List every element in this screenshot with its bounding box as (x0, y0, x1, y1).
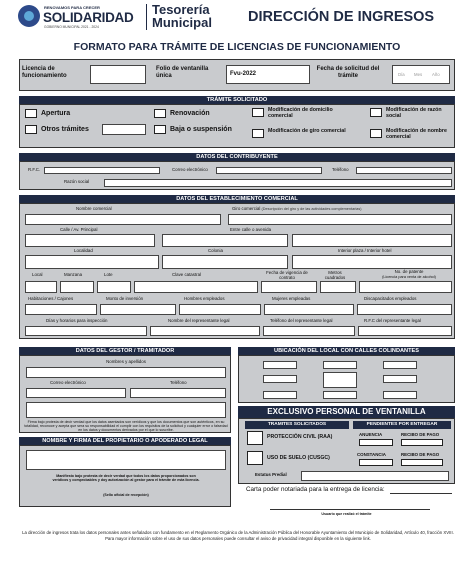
razon-input[interactable] (104, 179, 452, 187)
tel-rep-input[interactable] (263, 326, 355, 336)
fecha-anio: Año (432, 72, 440, 77)
form-title: FORMATO PARA TRÁMITE DE LICENCIAS DE FUNCIONAMIENTO (73, 41, 401, 53)
local-input[interactable] (25, 281, 57, 293)
colindante-top-center[interactable] (323, 361, 357, 369)
privacy-notice: La dirección de ingresos trata los datos personales antes señalados con fundamento en el Reglamento Orgánico de la Administración Pública del Honorable Ayuntamiento del Municipio de Solidaridad, Artículo 40, fracción XVIII. Para mayor información sobre el uso de sus datos personales puede consultar el aviso de privacidad integral disponible en la siguiente link. (22, 530, 454, 541)
top-fields-panel (19, 59, 455, 91)
mujeres-input[interactable] (264, 304, 354, 315)
gestor-nombres-input[interactable] (26, 367, 226, 378)
tel-rep-label: Teléfono del representante legal (270, 318, 333, 323)
giro-input[interactable] (228, 214, 452, 225)
logo-tagline: RENOVAMOS PARA CRECER (44, 5, 100, 10)
interior-input[interactable] (292, 255, 452, 269)
rfc-rep-label: R.F.C del representante legal (364, 318, 421, 323)
gestor-firma-note: Firma bajo protesta de decir verdad que los datos asentados son verídicos y que los documentos que son auténticos, en su totalidad, reconoce y acepta que sera su responsabilidad el cumplir con los requisitos de la solicitud y cualquier error o falsedad en los datos y documentos derivados por el que lo suscribe. (24, 420, 228, 433)
correo-label: Correo electrónico (172, 167, 208, 172)
giro-label-text: Giro comercial (232, 206, 261, 211)
apertura-label: Apertura (41, 110, 71, 117)
otros-input[interactable] (102, 124, 146, 135)
usuario-label: Usuario que realizó el trámite (321, 512, 372, 516)
gestor-correo-input[interactable] (26, 388, 126, 398)
mod-razon-label: Modificación de razón social (386, 107, 442, 119)
licencia-label: Licencia de funcionamiento (22, 66, 67, 79)
contribuyente-panel (19, 161, 455, 190)
folio-label: Folio de ventanilla única (156, 66, 209, 79)
establecimiento-section-header: DATOS DEL ESTABLECIMIENTO COMERCIAL (19, 195, 455, 203)
entre-label: Entre calle o avenida (230, 227, 272, 232)
gestor-section-header: DATOS DEL GESTOR / TRAMITADOR (19, 347, 231, 355)
gestor-correo-label: Correo electrónico (50, 380, 86, 385)
rfc-rep-input[interactable] (358, 326, 452, 336)
razon-label: Razón social (64, 179, 90, 184)
renovacion-checkbox[interactable] (154, 109, 166, 118)
mod-domicilio-label: Modificación de domicilio comercial (268, 107, 333, 119)
nombre-comercial-input[interactable] (25, 214, 221, 225)
dias-input[interactable] (25, 326, 147, 336)
rfc-input[interactable] (44, 167, 160, 174)
baja-checkbox[interactable] (154, 125, 166, 134)
mod-nombre-label: Modificación de nombre comercial (386, 128, 447, 140)
header-divider (146, 4, 147, 30)
metros-input[interactable] (320, 281, 356, 293)
colindante-bot-center[interactable] (323, 391, 357, 399)
colindante-bot-right[interactable] (383, 391, 417, 399)
tesoreria-line-2: Municipal (152, 15, 212, 30)
patente-hint: (Licencia para venta de alcohol) (382, 274, 436, 279)
tesoreria-line-1: Tesorería (152, 2, 210, 17)
nombre-comercial-label: Nombre comercial (76, 206, 112, 211)
local-center-box[interactable] (323, 372, 357, 388)
gestor-panel (19, 355, 231, 433)
entre-input-2[interactable] (292, 234, 452, 247)
ventanilla-panel (238, 418, 455, 484)
colonia-input[interactable] (162, 255, 288, 269)
constancia-label: CONSTANCIA (357, 452, 386, 457)
contribuyente-section-header: DATOS DEL CONTRIBUYENTE (19, 153, 455, 161)
licencia-input[interactable] (90, 65, 146, 84)
patente-label (366, 270, 452, 279)
entre-input-1[interactable] (162, 234, 288, 247)
mujeres-label: Mujeres empleadas (272, 296, 311, 301)
estatus-predial-label: Estatus Predial (255, 472, 287, 477)
municipal-logo (18, 2, 138, 32)
fecha-label: Fecha de solicitud del trámite (316, 66, 380, 79)
giro-hint: (Descripción del giro y de las actividades complementarias) (261, 207, 362, 211)
telefono-input[interactable] (356, 167, 452, 174)
propietario-firma-box[interactable] (26, 450, 226, 470)
gestor-nombres-label: Nombres y apellidos (106, 359, 146, 364)
patente-label-text: No. de patente (394, 269, 424, 274)
calle-input[interactable] (25, 234, 155, 247)
localidad-label: Localidad (74, 248, 93, 253)
lote-label: Lote (104, 272, 113, 277)
gestor-telefono-input[interactable] (130, 388, 226, 398)
pendientes-header: PENDIENTES POR ENTREGAR (353, 421, 451, 429)
logo-subtitle: GOBIERNO MUNICIPAL 2021 - 2024 (44, 25, 99, 29)
lote-input[interactable] (97, 281, 131, 293)
establecimiento-panel (19, 203, 455, 339)
localidad-input[interactable] (25, 255, 159, 269)
fecha-mes: Mes (414, 72, 423, 77)
fecha-vigencia-input[interactable] (261, 281, 317, 293)
gestor-telefono-label: Teléfono (170, 380, 187, 385)
proteccion-civil-checkbox[interactable] (247, 431, 263, 445)
fecha-dia: Día (398, 72, 405, 77)
interior-label: Interior plaza / Interior hotel (338, 248, 392, 253)
clave-input[interactable] (134, 281, 258, 293)
baja-label: Baja o suspensión (170, 126, 232, 133)
anuencia-label: ANUENCIA (359, 432, 383, 437)
colindante-top-right[interactable] (383, 361, 417, 369)
representante-input[interactable] (150, 326, 260, 336)
giro-label (232, 207, 362, 212)
propietario-manifiesto: Manifiesto bajo protesta de decir verdad que todos los datos proporcionados son verídicos y comprobables y doy autorización al gestor para el trámite de esta licencia. (52, 474, 200, 483)
hombres-label: Hombres empleados (184, 296, 225, 301)
hombres-input[interactable] (179, 304, 261, 315)
rfc-label: R.F.C. (28, 167, 41, 172)
representante-label: Nombre del representante legal (168, 318, 230, 323)
recibo-label-1: RECIBO DE PAGO (401, 432, 440, 437)
otros-checkbox[interactable] (25, 125, 37, 134)
carta-poder-label: Carta poder notariada para la entrega de licencia: (246, 486, 385, 493)
otros-label: Otros trámites (41, 126, 89, 133)
habitaciones-input[interactable] (25, 304, 97, 315)
uso-suelo-label: USO DE SUELO (CUSGC) (267, 455, 330, 461)
logo-word: SOLIDARIDAD (43, 10, 134, 25)
local-label: Local (32, 272, 43, 277)
manzana-input[interactable] (60, 281, 94, 293)
usuario-signature-line[interactable] (270, 509, 430, 510)
mod-domicilio-checkbox[interactable] (252, 108, 264, 117)
recibo-checkbox-2[interactable] (401, 459, 443, 466)
mod-giro-label: Modificación de giro comercial (268, 128, 346, 134)
colindante-mid-left[interactable] (263, 375, 297, 383)
monto-label: Monto de inversión (106, 296, 144, 301)
logo-emblem-inner-icon (24, 11, 34, 21)
estatus-predial-input[interactable] (301, 471, 449, 481)
constancia-checkbox[interactable] (359, 459, 393, 466)
manzana-label: Manzana (64, 272, 83, 277)
metros-label: Metros cuadrados (324, 270, 346, 280)
recibo-checkbox-1[interactable] (401, 439, 443, 446)
correo-input[interactable] (216, 167, 322, 174)
uso-suelo-checkbox[interactable] (247, 451, 263, 465)
fecha-vigencia-label: Fecha de vigencia de contrato (266, 270, 308, 280)
colindante-bot-left[interactable] (263, 391, 297, 399)
anuencia-checkbox[interactable] (359, 439, 393, 446)
tramites-solicitados-header: TRAMITES SOLICITADOS (245, 421, 349, 429)
folio-value: Fvu-2022 (230, 71, 257, 77)
telefono-label: Teléfono (332, 167, 349, 172)
tramite-panel (19, 104, 455, 148)
propietario-section-header: NOMBRE Y FIRMA DEL PROPIETARIO O APODERADO LEGAL (19, 437, 231, 445)
ubicacion-section-header: UBICACIÓN DEL LOCAL CON CALLES COLINDANTES (238, 347, 455, 355)
ubicacion-panel (238, 355, 455, 403)
propietario-panel (19, 445, 231, 507)
calle-label: Calle / Av. Principal (60, 227, 98, 232)
tramite-section-header: TRÁMITE SOLICITADO (19, 96, 455, 104)
colindante-top-left[interactable] (263, 361, 297, 369)
proteccion-civil-label: PROTECCIÓN CIVIL (RAA) (267, 434, 333, 440)
discapacitados-input[interactable] (357, 304, 452, 315)
monto-input[interactable] (100, 304, 176, 315)
dias-label: Días y horarios para inspección (46, 318, 108, 323)
colindante-mid-right[interactable] (383, 375, 417, 383)
recibo-label-2: RECIBO DE PAGO (401, 452, 440, 457)
patente-input[interactable] (359, 281, 452, 293)
renovacion-label: Renovación (170, 110, 210, 117)
clave-label: Clave catastral (172, 272, 202, 277)
gestor-firma-box[interactable] (26, 402, 226, 418)
ventanilla-section-header: EXCLUSIVO PERSONAL DE VENTANILLA (238, 406, 455, 418)
mod-nombre-checkbox[interactable] (370, 129, 382, 138)
carta-poder-line[interactable] (390, 493, 452, 494)
colonia-label: Colonia (208, 248, 223, 253)
mod-giro-checkbox[interactable] (252, 129, 264, 138)
sello-label: (Sello oficial de recepción) (103, 493, 149, 497)
mod-razon-checkbox[interactable] (370, 108, 382, 117)
direccion-title: DIRECCIÓN DE INGRESOS (248, 9, 435, 25)
discapacitados-label: Discapacitados empleados (364, 296, 417, 301)
apertura-checkbox[interactable] (25, 109, 37, 118)
habitaciones-label: Habitaciones / Cajones (28, 296, 74, 301)
